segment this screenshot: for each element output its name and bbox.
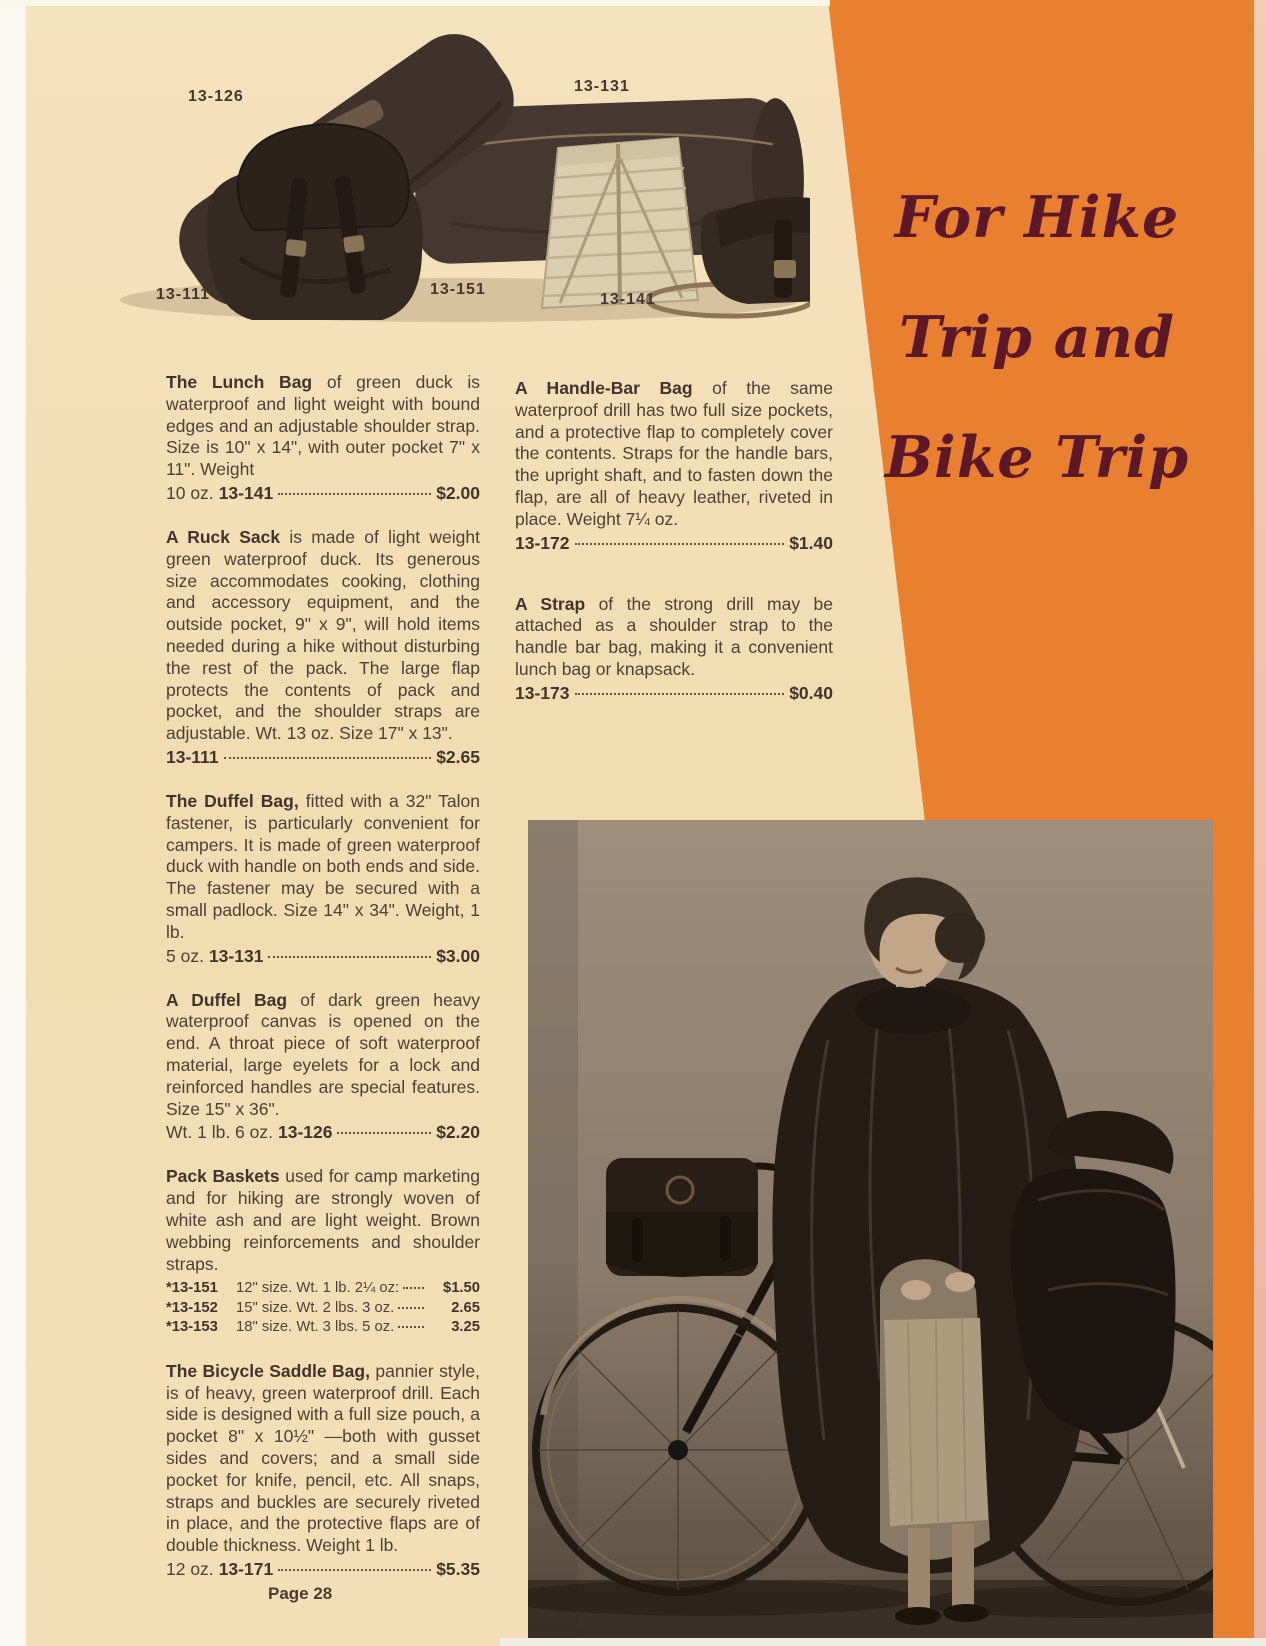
dotted-leader (224, 757, 432, 759)
size-description: 15" size. Wt. 2 lbs. 3 oz. (236, 1299, 395, 1316)
item-code: 13-173 (515, 682, 570, 703)
product-body: fitted with a 32" Talon fastener, is particularly convenient for campers. It is made of green waterproof duck with handle on both ends and side. The fastener may be secured with a small padlock. Size 14" x 34". Weight, 1 lb. (166, 790, 480, 942)
dotted-leader (403, 1287, 424, 1289)
left-column (166, 372, 480, 1603)
page-number: Page 28 (268, 1584, 333, 1603)
dotted-leader (575, 693, 785, 695)
item-price: $5.35 (436, 1558, 480, 1579)
item-price: 2.65 (451, 1299, 480, 1316)
item-code: *13-151 (166, 1280, 218, 1297)
price-prefix: 12 oz. (166, 1558, 214, 1579)
product-strap (515, 594, 833, 704)
table-row (166, 1299, 480, 1319)
item-code: 13-111 (166, 746, 219, 767)
item-price: $2.00 (436, 482, 480, 503)
middle-column (515, 378, 833, 727)
dotted-leader (268, 956, 431, 958)
product-name: A Strap (515, 593, 586, 614)
photo-label-13-131: 13-131 (574, 78, 630, 95)
size-description: 12" size. Wt. 1 lb. 2¼ oz: (236, 1280, 400, 1297)
item-price: $2.65 (436, 746, 480, 767)
size-description: 18" size. Wt. 3 lbs. 5 oz. (236, 1319, 395, 1336)
photo-label-13-141: 13-141 (600, 291, 656, 308)
dotted-leader (575, 543, 785, 545)
page-edge-right (1254, 0, 1266, 1646)
page-edge-bottom (500, 1638, 1266, 1646)
product-body: of dark green heavy waterproof canvas is opened on the end. A throat piece of soft waterproof material, large eyelets for a lock and reinforced handles are special features. Size 15" x 36". (166, 989, 481, 1119)
product-name: Pack Baskets (166, 1166, 280, 1187)
banner-line: Trip and (899, 304, 1175, 371)
banner-line: Bike Trip (884, 424, 1190, 491)
item-code: *13-152 (166, 1299, 218, 1316)
price-prefix: 5 oz. (166, 945, 204, 966)
table-row (166, 1318, 480, 1338)
item-code: 13-171 (218, 1558, 274, 1579)
product-duffel-bag-talon (166, 791, 480, 967)
product-bicycle-saddle-bag (166, 1361, 480, 1580)
table-row (166, 1279, 480, 1299)
product-description (166, 1361, 480, 1557)
price-prefix: 10 oz. (166, 482, 214, 503)
product-description (515, 594, 833, 681)
price-row (166, 1121, 480, 1143)
product-lunch-bag (166, 372, 480, 504)
price-prefix: Wt. 1 lb. 6 oz. (166, 1122, 273, 1143)
item-code: 13-141 (218, 482, 274, 503)
price-row (166, 482, 480, 504)
item-price: $2.20 (436, 1122, 480, 1143)
page-edge-left (0, 0, 26, 1646)
product-duffel-bag-canvas (166, 990, 480, 1144)
item-price: $0.40 (789, 682, 833, 703)
product-body: used for camp marketing and for hiking are strongly woven of white ash and are light weight. Brown webbing reinforcements and shoulder straps. (166, 1166, 480, 1274)
dotted-leader (337, 1132, 431, 1134)
price-row (166, 1558, 480, 1580)
product-name: A Handle-Bar Bag (515, 378, 693, 398)
model-bicycle-illustration (528, 820, 1213, 1646)
product-pack-baskets (166, 1166, 480, 1337)
product-name: The Lunch Bag (166, 372, 313, 392)
product-description (166, 791, 480, 944)
price-row (166, 945, 480, 967)
item-price: $1.50 (442, 1280, 480, 1297)
product-handle-bar-bag (515, 378, 833, 554)
product-description (515, 378, 833, 531)
item-price: $1.40 (789, 532, 833, 553)
model-photo (528, 820, 1213, 1646)
pack-basket-size-table (166, 1279, 480, 1338)
dotted-leader (278, 493, 431, 495)
product-name: The Bicycle Saddle Bag, (166, 1360, 370, 1381)
price-row (515, 682, 833, 704)
banner-headline (878, 158, 1196, 518)
product-name: A Ruck Sack (166, 526, 281, 547)
item-code: 13-172 (515, 532, 570, 553)
product-description (166, 527, 480, 745)
item-code: 13-131 (208, 945, 264, 966)
item-price: $3.00 (436, 945, 480, 966)
price-row (166, 746, 480, 768)
price-row (515, 532, 833, 554)
bags-illustration (90, 8, 810, 328)
photo-label-13-151: 13-151 (430, 281, 486, 298)
dotted-leader (398, 1307, 424, 1309)
product-body: pannier style, is of heavy, green waterproof drill. Each side is designed with a full size pouch, a pocket 8" x 10½" —both with gusset sides and covers; and a small side pocket for knife, pencil, etc. All snaps, straps and buckles are securely riveted in place, and the protective flaps are of double thickness. Weight 1 lb. (166, 1360, 481, 1556)
product-photo-collage (90, 8, 810, 328)
product-name: A Duffel Bag (166, 989, 288, 1010)
page-edge-top (0, 0, 830, 6)
product-body: of the same waterproof drill has two full size pockets, and a protective flap to completely cover the contents. Straps for the handle bars, the upright shaft, and to fasten down the flap, are all of heavy leather, riveted in place. Weight 7¼ oz. (515, 378, 833, 529)
product-description (166, 372, 480, 481)
product-body: is made of light weight green waterproof duck. Its generous size accommodates cooking, clothing and accessory equipment, and the outside pocket, 9" x 9", will hold items needed during a hike without disturbing the rest of the pack. The large flap protects the contents of pack and pocket, and the shoulder straps are adjustable. Wt. 13 oz. Size 17" x 13". (166, 526, 480, 744)
item-code: *13-153 (166, 1319, 218, 1336)
dotted-leader (278, 1569, 431, 1571)
product-description (166, 990, 480, 1121)
product-description (166, 1166, 480, 1275)
item-code: 13-126 (277, 1122, 333, 1143)
dotted-leader (398, 1326, 424, 1328)
product-body: of green duck is waterproof and light weight with bound edges and an adjustable shoulder strap. Size is 10" x 14", with outer pocket 7" x 11". Weight (166, 372, 480, 480)
product-ruck-sack (166, 527, 480, 768)
photo-label-13-111: 13-111 (156, 286, 211, 303)
product-body: of the strong drill may be attached as a shoulder strap to the handle bar bag, making it a convenient lunch bag or knapsack. (515, 593, 833, 679)
product-name: The Duffel Bag, (166, 790, 299, 811)
item-price: 3.25 (451, 1319, 480, 1336)
banner-line: For Hike (894, 184, 1180, 251)
photo-label-13-126: 13-126 (188, 88, 244, 105)
